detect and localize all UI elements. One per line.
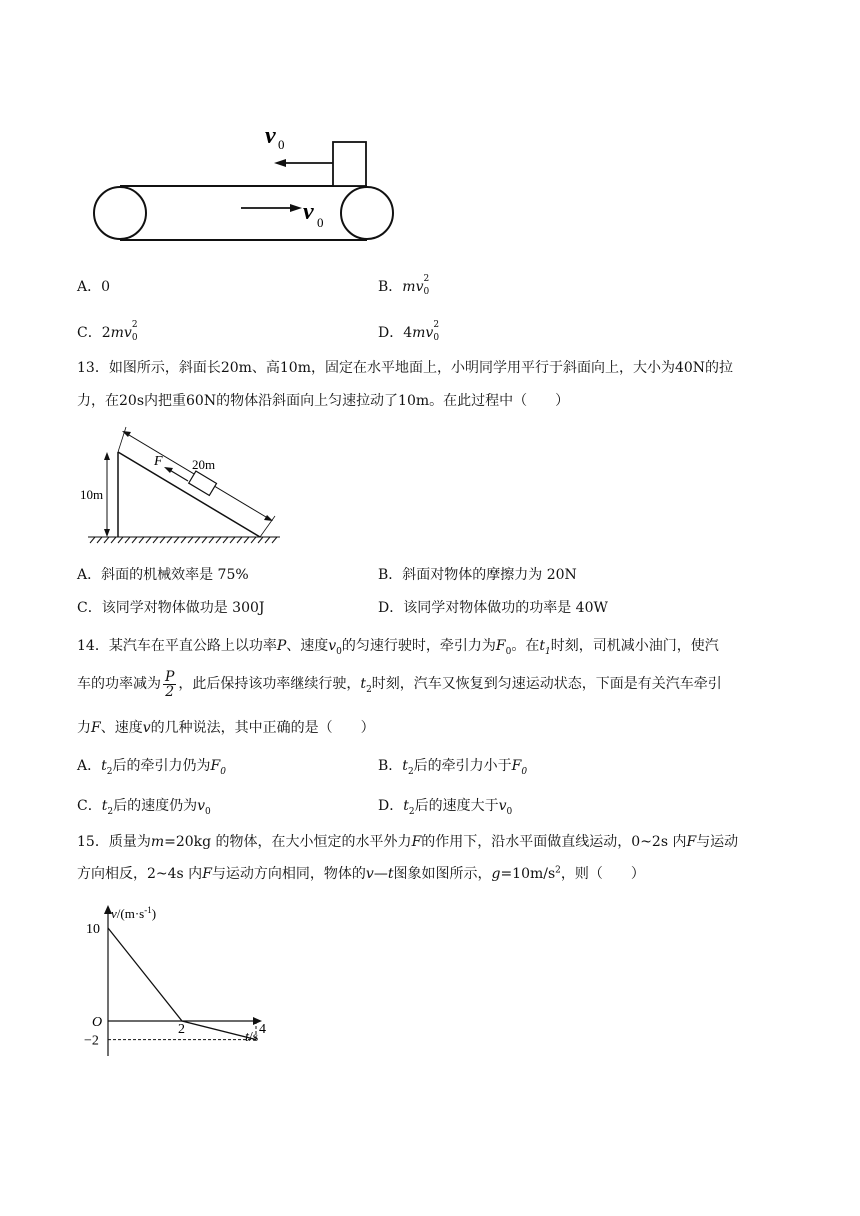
block-velocity-subscript: 0: [278, 137, 285, 152]
q13-stem-line1: 13．如图所示，斜面长20m、高10m，固定在水平地面上，小明同学用平行于斜面向上，大小为40N的拉: [77, 360, 734, 376]
q15-stem-line2: 方向相反，2~4s 内F与运动方向相同，物体的v—t图象如图所示，$g=10m/s^2$，则（ ）: [77, 865, 645, 882]
q12-option-b[interactable]: B．mv 2 0: [378, 274, 430, 297]
belt-velocity-subscript: 0: [317, 215, 324, 230]
conveyor-belt-figure: [80, 115, 410, 255]
incline-figure: [80, 425, 290, 550]
y-tick-neg2: −2: [84, 1033, 99, 1049]
block-velocity-label: v: [265, 123, 276, 149]
right-wheel: [341, 187, 393, 239]
q13-option-d[interactable]: D．该同学对物体做功的功率是 40W: [378, 600, 608, 616]
q13-option-a[interactable]: A．斜面的机械效率是 75%: [77, 567, 249, 583]
block: [333, 142, 366, 186]
q14-option-c[interactable]: C．$t_2$后的速度仍为$v_0$: [77, 798, 211, 817]
q13-option-b[interactable]: B．斜面对物体的摩擦力为 20N: [378, 567, 577, 583]
q14-stem-line2: 车的功率减为 $\frac{P}{2}$ ，此后保持该功率继续行驶，$t_2$时刻，汽车又恢复到匀速运动状态，下面是有关汽车牵引: [77, 668, 722, 700]
origin-label: O: [92, 1015, 103, 1030]
y-tick-10: 10: [86, 922, 100, 937]
y-axis-label: $v/(m\cdot s^{-1})$: [111, 905, 157, 921]
q13-option-c[interactable]: C．该同学对物体做功是 300J: [77, 600, 265, 616]
q13-stem-line2: 力，在20s内把重60N的物体沿斜面向上匀速拉动了10m。在此过程中（ ）: [77, 393, 570, 409]
q14-option-b[interactable]: B．$t_2$后的牵引力小于$F_0$: [378, 758, 528, 777]
q14-option-a[interactable]: A．$t_2$后的牵引力仍为$F_0$: [77, 758, 226, 777]
force-label: F: [154, 454, 163, 469]
x-tick-4: 4: [259, 1022, 266, 1037]
q12-option-d[interactable]: D．4mv 2 0: [378, 320, 440, 343]
x-tick-2: 2: [178, 1022, 185, 1037]
q15-stem-line1: 15．质量为m=20kg 的物体，在大小恒定的水平外力F的作用下，沿水平面做直线运动，0~2s 内F与运动: [77, 834, 739, 850]
left-wheel: [94, 187, 146, 239]
q14-option-d[interactable]: D．$t_2$后的速度大于$v_0$: [378, 798, 513, 817]
length-label: 20m: [192, 457, 216, 472]
q12-option-a[interactable]: A．0: [77, 279, 111, 295]
x-axis-label: t/s: [245, 1030, 259, 1045]
incline-block: [189, 471, 217, 495]
belt-velocity-label: v: [303, 199, 314, 225]
velocity-time-chart: [80, 900, 280, 1060]
q12-option-c[interactable]: C．2mv 2 0: [77, 320, 138, 343]
power-fraction: $\frac{P}{2}$: [165, 668, 175, 700]
incline-slope: [118, 452, 260, 537]
q14-stem-line1: 14．某汽车在平直公路上以功率P、速度$v_0$的匀速行驶时，牵引力为$F_0$。在$t_1$时刻，司机减小油门，使汽: [77, 638, 719, 657]
height-label: 10m: [80, 487, 104, 502]
q14-stem-line3: 力F、速度v的几种说法，其中正确的是（ ）: [77, 720, 375, 736]
